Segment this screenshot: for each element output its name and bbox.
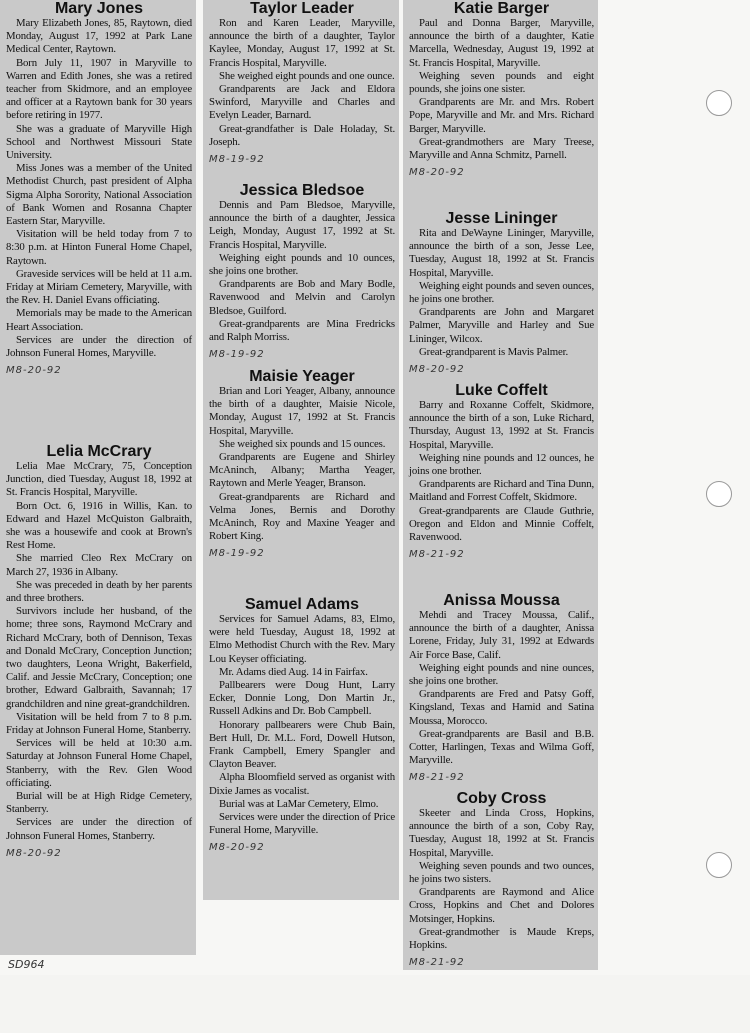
handwritten-date-note: M8-21-92 <box>409 772 465 784</box>
paragraph: Mr. Adams died Aug. 14 in Fairfax. <box>219 665 368 678</box>
paragraph: Ron and Karen Leader, Maryville, announce the birth of a daughter, Taylor Kaylee, Monday, August 17, 1992 at St. Francis Hospital, Maryville. <box>209 17 395 69</box>
clipping-title: Mary Jones <box>54 0 144 17</box>
paragraph: Great-grandparents are Richard and Velma Jones, Bernis and Dorothy McAninch, Roy and Maxine Yeager and Robert King. <box>209 490 395 543</box>
paragraph: Pallbearers were Doug Hunt, Larry Ecker, Donnie Long, Don Martin Jr., Russell Adkins and Dr. Bob Campbell. <box>209 679 395 718</box>
binder-hole-middle <box>706 481 732 507</box>
paragraph: Burial will be at High Ridge Cemetery, Stanberry. <box>6 790 192 816</box>
paragraph: She married Cleo Rex McCrary on March 27, 1936 in Albany. <box>6 552 192 578</box>
paragraph: Rita and DeWayne Lininger, Maryville, announce the birth of a son, Jesse Lee, Tuesday, August 18, 1992 at St. Francis Hospital, Maryville. <box>409 227 594 279</box>
paragraph: Lelia Mae McCrary, 75, Conception Junction, died Tuesday, August 18, 1992 at St. Francis Hospital, Maryville. <box>6 460 192 499</box>
paragraph: Barry and Roxanne Coffelt, Skidmore, announce the birth of a son, Luke Richard, Thursday, August 13, 1992 at St. Francis Hospital, Maryville. <box>409 399 594 451</box>
handwritten-date-note: M8-19-92 <box>209 548 265 560</box>
clipping-title: Coby Cross <box>456 790 547 807</box>
paragraph: Mary Elizabeth Jones, 85, Raytown, died Monday, August 17, 1992 at Park Lane Medical Center, Raytown. <box>6 17 192 56</box>
paragraph: Dennis and Pam Bledsoe, Maryville, announce the birth of a daughter, Jessica Leigh, Monday, August 17, 1992 at St. Francis Hospital, Maryville. <box>209 199 395 251</box>
clipping-jesse-lininger <box>403 210 598 380</box>
paragraph: Memorials may be made to the American Heart Association. <box>6 307 192 333</box>
paragraph: Services were under the direction of Price Funeral Home, Maryville. <box>209 811 395 837</box>
paragraph: She weighed eight pounds and one ounce. <box>219 69 395 82</box>
column-1 <box>0 0 196 955</box>
paragraph: Services are under the direction of Johnson Funeral Homes, Maryville. <box>6 333 192 360</box>
paragraph: Weighing nine pounds and 12 ounces, he joins one brother. <box>409 451 594 478</box>
clipping-title: Anissa Moussa <box>443 592 560 609</box>
handwritten-date-note: M8-19-92 <box>209 154 265 166</box>
paragraph: Born July 11, 1907 in Maryville to Warren and Edith Jones, she was a retired teacher from Skidmore, and an employee and officer at a Raytown bank for 30 years before retiring in 1977. <box>6 56 192 122</box>
clipping-title: Taylor Leader <box>250 0 354 17</box>
paragraph: Mehdi and Tracey Moussa, Calif., announce the birth of a daughter, Anissa Lorene, Friday, July 31, 1992 at Edwards Air Force Base, Calif. <box>409 609 594 661</box>
handwritten-date-note: M8-21-92 <box>409 549 465 561</box>
handwritten-date-note: M8-20-92 <box>409 364 465 376</box>
clipping-anissa-moussa <box>403 592 598 788</box>
handwritten-date-note: M8-20-92 <box>209 842 265 854</box>
paragraph: Weighing eight pounds and 10 ounces, she joins one brother. <box>209 251 395 278</box>
clipping-title: Luke Coffelt <box>455 382 548 399</box>
paragraph: Visitation will be held today from 7 to 8:30 p.m. at Hinton Funeral Home Chapel, Raytown. <box>6 228 192 267</box>
paragraph: Great-grandmother is Maude Kreps, Hopkins. <box>409 925 594 952</box>
clipping-lelia-mccrary <box>0 443 196 955</box>
paragraph: She was a graduate of Maryville High School and Northwest Missouri State University. <box>6 122 192 162</box>
column-3 <box>403 0 598 970</box>
paragraph: Services for Samuel Adams, 83, Elmo, were held Tuesday, August 18, 1992 at Elmo Methodist Church with the Rev. Mary Lou Keyser officiating. <box>209 613 395 665</box>
paragraph: Miss Jones was a member of the United Methodist Church, past president of Alpha Sigma Alpha Sorority, National Association of Bank Women and Rosanna Chapter Eastern Star, Maryville. <box>6 162 192 228</box>
paragraph: Great-grandmothers are Mary Treese, Maryville and Anna Schmitz, Parnell. <box>409 135 594 162</box>
clipping-taylor-leader <box>203 0 399 180</box>
clipping-title: Katie Barger <box>453 0 550 17</box>
paragraph: Grandparents are Eugene and Shirley McAninch, Albany; Martha Yeager, Raytown and Merle Yeager, Branson. <box>209 451 395 490</box>
paragraph: Alpha Bloomfield served as organist with Dixie James as vocalist. <box>209 771 395 797</box>
paragraph: Weighing seven pounds and two ounces, he joins two sisters. <box>409 859 594 886</box>
paragraph: Born Oct. 6, 1916 in Willis, Kan. to Edward and Hazel McQuiston Galbraith, she was a housewife and cook at Brown's Rest Home. <box>6 499 192 552</box>
paragraph: Grandparents are Richard and Tina Dunn, Maitland and Forrest Coffelt, Skidmore. <box>409 478 594 504</box>
column-2 <box>203 0 399 900</box>
paragraph: Skeeter and Linda Cross, Hopkins, announce the birth of a son, Coby Ray, Tuesday, August 18, 1992 at St. Francis Hospital, Maryville. <box>409 807 594 859</box>
clipping-katie-barger <box>403 0 598 208</box>
paragraph: Services are under the direction of Johnson Funeral Homes, Stanberry. <box>6 816 192 842</box>
clipping-title: Lelia McCrary <box>46 443 152 460</box>
handwritten-date-note: M8-20-92 <box>409 167 465 179</box>
paragraph: Grandparents are Mr. and Mrs. Robert Pope, Maryville and Mr. and Mrs. Richard Barger, Maryville. <box>409 96 594 135</box>
clipping-maisie-yeager <box>203 368 399 594</box>
archive-stamp: SD964 <box>8 958 45 971</box>
paragraph: She was preceded in death by her parents and three brothers. <box>6 578 192 605</box>
binder-hole-bottom <box>706 852 732 878</box>
clipping-title: Samuel Adams <box>244 596 360 613</box>
clipping-luke-coffelt <box>403 382 598 590</box>
paragraph: Graveside services will be held at 11 a.m. Friday at Miriam Cemetery, Maryville, with the Rev. H. Daniel Evans officiating. <box>6 267 192 307</box>
handwritten-date-note: M8-20-92 <box>6 847 62 859</box>
clipping-samuel-adams <box>203 596 399 900</box>
paragraph: Grandparents are John and Margaret Palmer, Maryville and Harley and Sue Lininger, Wilcox. <box>409 306 594 345</box>
paragraph: Great-grandparents are Claude Guthrie, Oregon and Eldon and Minnie Coffelt, Ravenwood. <box>409 504 594 544</box>
paragraph: Paul and Donna Barger, Maryville, announce the birth of a daughter, Katie Marcella, Wednesday, August 19, 1992 at St. Francis Hospital, Maryville. <box>409 17 594 69</box>
paragraph: Weighing eight pounds and nine ounces, she joins one brother. <box>409 661 594 688</box>
paragraph: Weighing seven pounds and eight pounds, she joins one sister. <box>409 69 594 96</box>
handwritten-date-note: M8-19-92 <box>209 349 265 361</box>
clipping-mary-jones <box>0 0 196 440</box>
paragraph: She weighed six pounds and 15 ounces. <box>219 437 386 450</box>
handwritten-date-note: M8-21-92 <box>409 957 465 969</box>
paragraph: Great-grandparents are Mina Fredricks and Ralph Morriss. <box>209 317 395 344</box>
paragraph: Great-grandparents are Basil and B.B. Cotter, Harlingen, Texas and Wilma Goff, Maryville. <box>409 727 594 767</box>
clipping-title: Jessica Bledsoe <box>239 182 365 199</box>
paragraph: Visitation will be held from 7 to 8 p.m. Friday at Johnson Funeral Home, Stanberry. <box>6 710 192 737</box>
paragraph: Grandparents are Fred and Patsy Goff, Kingsland, Texas and Hamid and Satina Moussa, Morocco. <box>409 688 594 727</box>
binder-hole-top <box>706 90 732 116</box>
paragraph: Great-grandparent is Mavis Palmer. <box>419 345 569 358</box>
clipping-title: Jesse Lininger <box>445 210 558 227</box>
handwritten-date-note: M8-20-92 <box>6 365 62 377</box>
paragraph: Burial was at LaMar Cemetery, Elmo. <box>219 797 379 810</box>
clipping-title: Maisie Yeager <box>249 368 355 385</box>
paragraph: Services will be held at 10:30 a.m. Saturday at Johnson Funeral Home Chapel, Stanberry, with the Rev. Glen Wood officiating. <box>6 737 192 789</box>
paragraph: Survivors include her husband, of the home; three sons, Raymond McCrary and Richard McCrary, both of Dennison, Texas and Donald McCrary, Conception Junction; two daughters, Leona Wright, Bakerfield, Calif. and Jessie McCrary, Conception; one brother, Edward Galbraith, Savannah; 17 grandchildren and nine great-grandchildren. <box>6 605 192 710</box>
paragraph: Brian and Lori Yeager, Albany, announce the birth of a daughter, Maisie Nicole, Monday, August 17, 1992 at St. Francis Hospital, Maryville. <box>209 385 395 437</box>
paragraph: Grandparents are Jack and Eldora Swinford, Maryville and Charles and Evelyn Leader, Barnard. <box>209 83 395 122</box>
paragraph: Great-grandfather is Dale Holaday, St. Joseph. <box>209 122 395 148</box>
clipping-jessica-bledsoe <box>203 182 399 366</box>
clipping-coby-cross <box>403 790 598 970</box>
paragraph: Weighing eight pounds and seven ounces, he joins one brother. <box>409 279 594 306</box>
paragraph: Grandparents are Raymond and Alice Cross, Hopkins and Chet and Dolores Motsinger, Hopkins. <box>409 886 594 925</box>
paragraph: Honorary pallbearers were Chub Bain, Bert Hull, Dr. M.L. Ford, Dowell Hutson, Frank Campbell, Emery Spangler and Clayton Beaver. <box>209 718 395 771</box>
paragraph: Grandparents are Bob and Mary Bodle, Ravenwood and Melvin and Carolyn Bledsoe, Guilford. <box>209 278 395 317</box>
